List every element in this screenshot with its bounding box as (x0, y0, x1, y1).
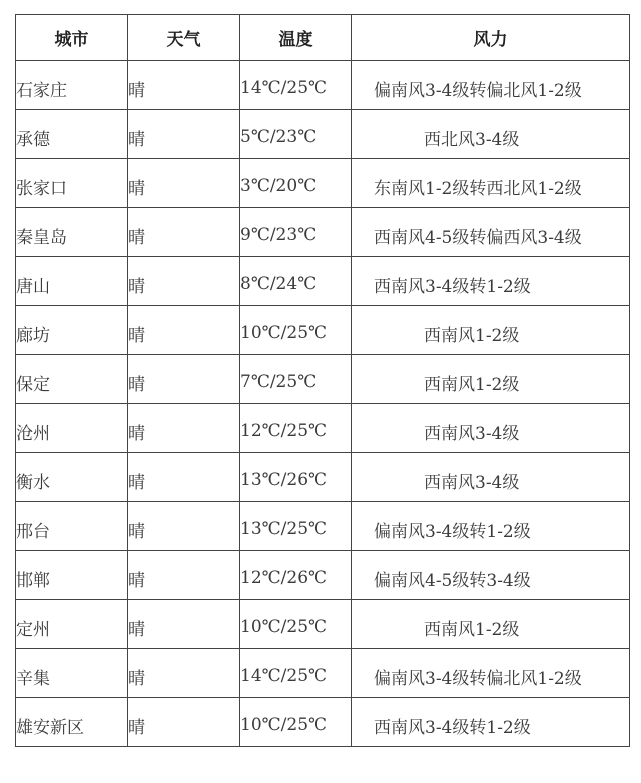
temperature-cell: 7℃/25℃ (240, 355, 352, 404)
table-header (16, 15, 630, 61)
table-row (16, 698, 630, 747)
weather-forecast-table (15, 14, 630, 747)
city-cell: 承德 (16, 110, 128, 159)
wind-cell: 偏南风3-4级转偏北风1-2级 (352, 649, 630, 698)
wind-cell: 偏南风3-4级转偏北风1-2级 (352, 61, 630, 110)
city-cell: 衡水 (16, 453, 128, 502)
weather-cell: 晴 (128, 649, 240, 698)
city-cell: 保定 (16, 355, 128, 404)
temperature-cell: 13℃/25℃ (240, 502, 352, 551)
temperature-cell: 10℃/25℃ (240, 600, 352, 649)
weather-cell: 晴 (128, 551, 240, 600)
weather-cell: 晴 (128, 502, 240, 551)
temperature-cell: 13℃/26℃ (240, 453, 352, 502)
header-wind: 风力 (352, 15, 630, 61)
table-row (16, 551, 630, 600)
temperature-cell: 8℃/24℃ (240, 257, 352, 306)
temperature-cell: 12℃/25℃ (240, 404, 352, 453)
city-cell: 雄安新区 (16, 698, 128, 747)
header-row (16, 15, 630, 61)
city-cell: 辛集 (16, 649, 128, 698)
wind-cell: 西南风1-2级 (352, 306, 630, 355)
header-weather: 天气 (128, 15, 240, 61)
temperature-cell: 5℃/23℃ (240, 110, 352, 159)
wind-cell: 西南风3-4级 (352, 453, 630, 502)
table-row (16, 453, 630, 502)
weather-cell: 晴 (128, 306, 240, 355)
table-row (16, 306, 630, 355)
wind-cell: 西南风1-2级 (352, 355, 630, 404)
header-city: 城市 (16, 15, 128, 61)
wind-cell: 东南风1-2级转西北风1-2级 (352, 159, 630, 208)
weather-cell: 晴 (128, 61, 240, 110)
wind-cell: 西北风3-4级 (352, 110, 630, 159)
table-row (16, 110, 630, 159)
city-cell: 廊坊 (16, 306, 128, 355)
wind-cell: 西南风3-4级转1-2级 (352, 257, 630, 306)
table-row (16, 208, 630, 257)
wind-cell: 西南风3-4级转1-2级 (352, 698, 630, 747)
weather-cell: 晴 (128, 208, 240, 257)
temperature-cell: 10℃/25℃ (240, 698, 352, 747)
weather-cell: 晴 (128, 453, 240, 502)
wind-cell: 西南风1-2级 (352, 600, 630, 649)
weather-cell: 晴 (128, 698, 240, 747)
weather-cell: 晴 (128, 257, 240, 306)
table-row (16, 61, 630, 110)
weather-cell: 晴 (128, 600, 240, 649)
table-row (16, 159, 630, 208)
table-row (16, 502, 630, 551)
table-row (16, 649, 630, 698)
temperature-cell: 3℃/20℃ (240, 159, 352, 208)
table-row (16, 600, 630, 649)
city-cell: 秦皇岛 (16, 208, 128, 257)
table-row (16, 404, 630, 453)
wind-cell: 西南风3-4级 (352, 404, 630, 453)
temperature-cell: 14℃/25℃ (240, 649, 352, 698)
weather-cell: 晴 (128, 159, 240, 208)
table-row (16, 257, 630, 306)
city-cell: 唐山 (16, 257, 128, 306)
table-row (16, 355, 630, 404)
city-cell: 定州 (16, 600, 128, 649)
temperature-cell: 14℃/25℃ (240, 61, 352, 110)
wind-cell: 偏南风3-4级转1-2级 (352, 502, 630, 551)
temperature-cell: 9℃/23℃ (240, 208, 352, 257)
weather-cell: 晴 (128, 404, 240, 453)
temperature-cell: 10℃/25℃ (240, 306, 352, 355)
weather-cell: 晴 (128, 110, 240, 159)
table-body (16, 61, 630, 747)
city-cell: 石家庄 (16, 61, 128, 110)
city-cell: 邯郸 (16, 551, 128, 600)
wind-cell: 偏南风4-5级转3-4级 (352, 551, 630, 600)
header-temperature: 温度 (240, 15, 352, 61)
temperature-cell: 12℃/26℃ (240, 551, 352, 600)
city-cell: 邢台 (16, 502, 128, 551)
city-cell: 张家口 (16, 159, 128, 208)
wind-cell: 西南风4-5级转偏西风3-4级 (352, 208, 630, 257)
weather-cell: 晴 (128, 355, 240, 404)
city-cell: 沧州 (16, 404, 128, 453)
